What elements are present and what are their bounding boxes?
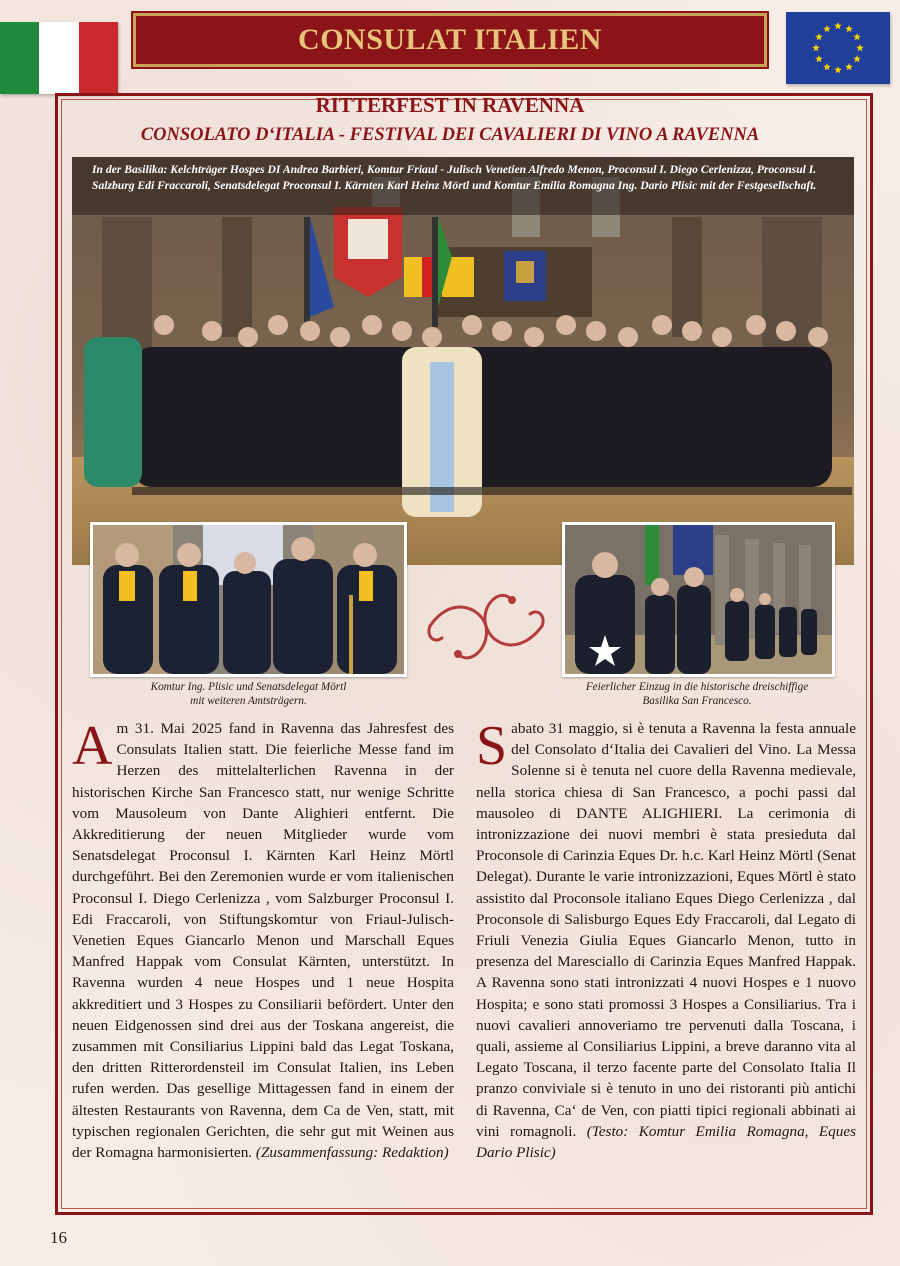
main-photo [72,157,854,565]
banner-title: CONSULAT ITALIEN [298,23,602,56]
person-head [652,315,672,335]
photo-right-caption-line1: Feierlicher Einzug in die historische dreischiffige [585,681,809,693]
dropcap-german: A [72,715,113,777]
person-head [492,321,512,341]
article-body-german: m 31. Mai 2025 fand in Ravenna das Jahresfest des Consulats Italien statt. Die feierliche Messe fand im Herzen des mittelalterlichen Ravenna in der historischen Kirche San Francesco statt, nur wenige Schritte vom Mausoleum von Dante Alighieri entfernt. Die Akkreditierung der neuen Mitglieder wurde vom Senatsdelegat Proconsul I. Kärnten Karl Heinz Mörtl durchgeführt. Bei den Zeremonien wurde er vom italienischen Proconsul I. Diego Cerlenizza , vom Salzburger Proconsul I. Edi Fraccaroli, von Stiftungskomtur von Friaul-Julisch-Venetien Eques Giancarlo Menon und Marschall Eques Manfred Happak vom Consulat Kärnten, unterstützt. In Ravenna wurden 4 neue Hospes und 1 neue Hospita akkreditiert und 3 Hospes zu Consiliarii befördert. Unter den neuen Eidgenossen sind drei aus der Toskana angereist, die zusammen mit Consiliarius Lippini bald das Legat Toskana, den dritten Ritterordensteil im Consulat Italien, ins Leben rufen werden. Das gesellige Mittagessen fand in einem der ältesten Restaurants von Ravenna, dem Ca de Ven, statt, mit typischen regionalen Gerichten, die sehr gut mit Weinen aus der Romagna harmonisierten. [72,720,454,1162]
person-head [682,321,702,341]
person-head [586,321,606,341]
flag-stripe-red [79,22,118,94]
person-head [618,327,638,347]
person-head [300,321,320,341]
photo-left [90,522,407,677]
person-head [154,315,174,335]
signature-german: (Zusammenfassung: Redaktion) [255,1144,449,1162]
group-photo-basilica [72,157,854,565]
flag-stripe-white [39,22,78,94]
signature-italian: (Testo: Komtur Emilia Romagna, Eques Dario Plisic) [476,1122,857,1162]
section-banner [133,13,767,67]
procession-basilica-photo [565,525,832,674]
photo-left-caption-line1: Komtur Ing. Plisic und Senatsdelegat Mörtl [150,681,347,693]
person-head [422,327,442,347]
dropcap-italian: S [476,715,508,777]
article-text-german [72,715,454,1163]
person-head [202,321,222,341]
flag-stripe-green [0,22,39,94]
page-number: 16 [50,1228,67,1247]
person-head [330,327,350,347]
person-head [746,315,766,335]
person-head [268,315,288,335]
eu-flag-stars [786,12,890,84]
person-head [776,321,796,341]
eu-flag-icon [786,12,890,84]
flourish-ornament-icon [420,576,552,676]
person-head [238,327,258,347]
photo-left-caption [90,680,407,708]
italian-flag-icon [0,22,118,94]
article-subtitle: CONSOLATO D‘ITALIA - FESTIVAL DEI CAVALIERI DI VINO A RAVENNA [140,125,760,145]
person-head [808,327,828,347]
knights-street-photo [93,525,404,674]
photo-right-caption [552,680,842,708]
photo-left-caption-line2: mit weiteren Amtsträgern. [190,695,307,707]
person-head [524,327,544,347]
person-head [556,315,576,335]
photo-right [562,522,835,677]
person-head [362,315,382,335]
article-body-italian: abato 31 maggio, si è tenuta a Ravenna la festa annuale del Consolato d‘Italia dei Cavalieri del Vino. La Messa Solenne si è tenuta nel cuore della Ravenna medievale, nella storica chiesa di San Francesco, a pochi passi dal mausoleo di DANTE ALIGHIERI. La cerimonia di intronizzazione dei nuovi membri è stata presieduta dal Proconsole di Carinzia Eques Dr. h.c. Karl Heinz Mörtl (Senat Delegat). Durante le varie intronizzazioni, Eques Mörtl è stato assistito dal Proconsole italiano Eques Diego Cerlenizza , dal Proconsole di Salisburgo Eques Edy Fraccaroli, dal Legato di Friuli Venezia Giulia Eques Giancarlo Menon, tutto in presenza del Maresciallo di Carinzia Eques Manfred Happak. A Ravenna sono stati intronizzati 4 nuovi Hospes e 1 nuovo Hospita; e sono stati promossi 3 Hospes a Consiliarius. Tra i nuovi cavalieri annoveriamo tre pervenuti dalla Toscana, i quali, assieme al Consiliarius Lippini, a breve daranno vita al Legato Toscana, il terzo facente parte del Consolato Italia Il pranzo conviviale si è tenuto in uno dei ristoranti più antichi di Ravenna, Ca‘ de Ven, con piatti tipici regionali abbinati ai vini romagnoli. [476,720,856,1140]
person-head [392,321,412,341]
person-head [712,327,732,347]
article-text-italian [476,715,857,1163]
photo-right-caption-line2: Basilika San Francesco. [642,695,752,707]
article-title: RITTERFEST IN RAVENNA [315,93,585,117]
person-head [462,315,482,335]
main-photo-caption: In der Basilika: Kelchträger Hospes DI Andrea Barbieri, Komtur Friaul - Julisch Venetien Alfredo Menon, Proconsul I. Diego Cerlenizza, Proconsul I. Salzburg Edi Fraccaroli, Senatsdelegat Proconsul I. Kärnten Karl Heinz Mörtl und Komtur Emilia Romagna Ing. Dario Plisic mit der Festgesellschaft. [72,157,854,215]
